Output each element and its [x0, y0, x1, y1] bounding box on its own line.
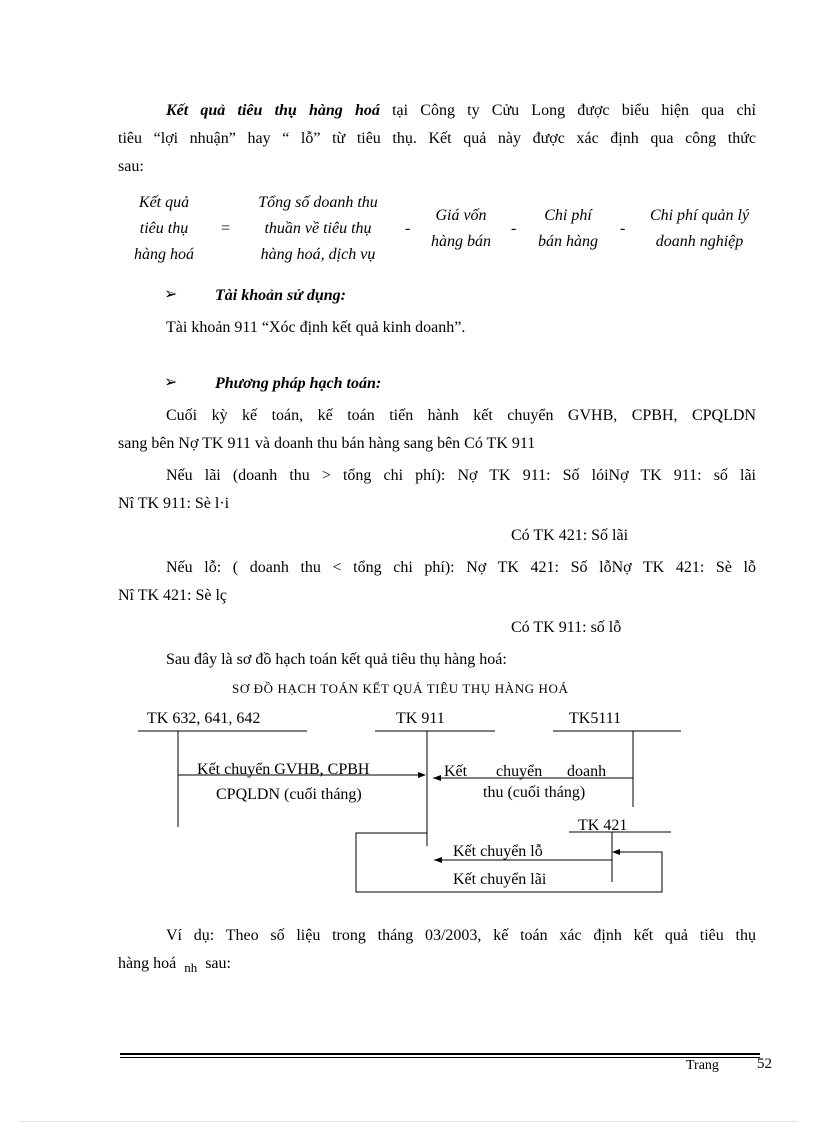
footer-label: Trang [686, 1058, 719, 1073]
formula-minus-2: - [511, 220, 517, 237]
arrow-profit [612, 849, 620, 855]
method-p1-line-1: Cuối kỳ kế toán, kế toán tiến hành kết chuyển GVHB, CPBH, CPQLDN [166, 407, 756, 424]
flow-profit-label: Kết chuyển lãi [453, 871, 547, 888]
page-number: 52 [757, 1056, 772, 1072]
flow-revenue-label-1a: Kết [444, 763, 468, 780]
method-p3-line-3: Có TK 911: số lỗ [511, 619, 622, 636]
method-p4: Sau đây là sơ đồ hạch toán kết quả tiêu thụ hàng hoá: [166, 651, 507, 668]
formula-minus-1: - [405, 220, 411, 237]
flow-revenue-label-2: thu (cuối tháng) [483, 784, 586, 801]
intro-line-3: sau: [118, 158, 144, 175]
formula-term-revenue: Tổng số doanh thu thuần về tiêu thụ hàng hoá, dịch vụ [258, 194, 378, 263]
formula-equals: = [221, 220, 231, 237]
example-line-2: hàng hoá $_{nh}$ sau: [118, 955, 231, 975]
intro-line-1-rest: tại Công ty Cửu Long được biểu hiện qua chỉ [379, 102, 757, 119]
flow-revenue-label-1c: doanh [567, 763, 607, 780]
formula-term-selling: Chi phí bán hàng [538, 207, 598, 250]
formula-minus-3: - [620, 220, 626, 237]
arrow-loss [434, 857, 442, 863]
method-p2-line-2: Nî TK 911: Sè l·i [118, 495, 230, 512]
flow-gvhb-label-2: CPQLDN (cuối tháng) [216, 786, 362, 803]
account-tk5111: TK5111 [569, 710, 622, 727]
example-line-1: Ví dụ: Theo số liệu trong tháng 03/2003, kế toán xác định kết quả tiêu thụ [166, 927, 756, 944]
method-p1-line-2: sang bên Nợ TK 911 và doanh thu bán hàng sang bên Có TK 911 [118, 435, 536, 452]
method-p3-line-1: Nếu lỗ: ( doanh thu < tổng chi phí): Nợ TK 421: Số lỗNợ TK 421: Sè lỗ [166, 559, 756, 576]
arrow-gvhb [418, 772, 426, 778]
section2-heading: Phương pháp hạch toán: [215, 375, 382, 392]
section1-text: Tài khoản 911 “Xóc định kết quả kinh doanh”. [166, 319, 466, 336]
flow-loss-label: Kết chuyển lỗ [453, 843, 543, 860]
method-p2-line-3: Có TK 421: Số lãi [511, 527, 629, 544]
footer-rule-top [120, 1053, 760, 1055]
diagram-title: SƠ ĐỒ HẠCH TOÁN KẾT QUẢ TIÊU THỤ HÀNG HOÁ [232, 681, 569, 696]
section1-heading: Tài khoản sử dụng: [215, 287, 346, 304]
page-bottom-edge [20, 1121, 796, 1122]
account-tk911: TK 911 [396, 710, 445, 727]
footer-rule-bottom [120, 1057, 760, 1058]
formula-term-cogs: Giá vốn hàng bán [431, 207, 491, 250]
intro-lead: Kết quả tiêu thụ hàng hoá [166, 102, 380, 119]
arrow-revenue [433, 775, 441, 781]
flow-revenue-label-1b: chuyển [496, 763, 543, 780]
method-p3-line-2: Nî TK 421: Sè lç [118, 587, 228, 604]
section2-bullet: ➢ [164, 374, 178, 391]
formula-term-admin: Chi phí quản lý doanh nghiệp [649, 207, 750, 250]
intro-line-2: tiêu “lợi nhuận” hay “ lỗ” từ tiêu thụ. Kết quả này được xác định qua công thức [118, 130, 756, 147]
account-tk632: TK 632, 641, 642 [147, 710, 261, 727]
method-p2-line-1: Nếu lãi (doanh thu > tổng chi phí): Nợ TK 911: Số lóiNợ TK 911: số lãi [166, 467, 756, 484]
account-tk421: TK 421 [578, 817, 628, 834]
formula-term-result: Kết quả tiêu thụ hàng hoá [134, 194, 194, 263]
flow-gvhb-label-1: Kết chuyển GVHB, CPBH [197, 761, 370, 778]
section1-bullet: ➢ [164, 286, 178, 303]
